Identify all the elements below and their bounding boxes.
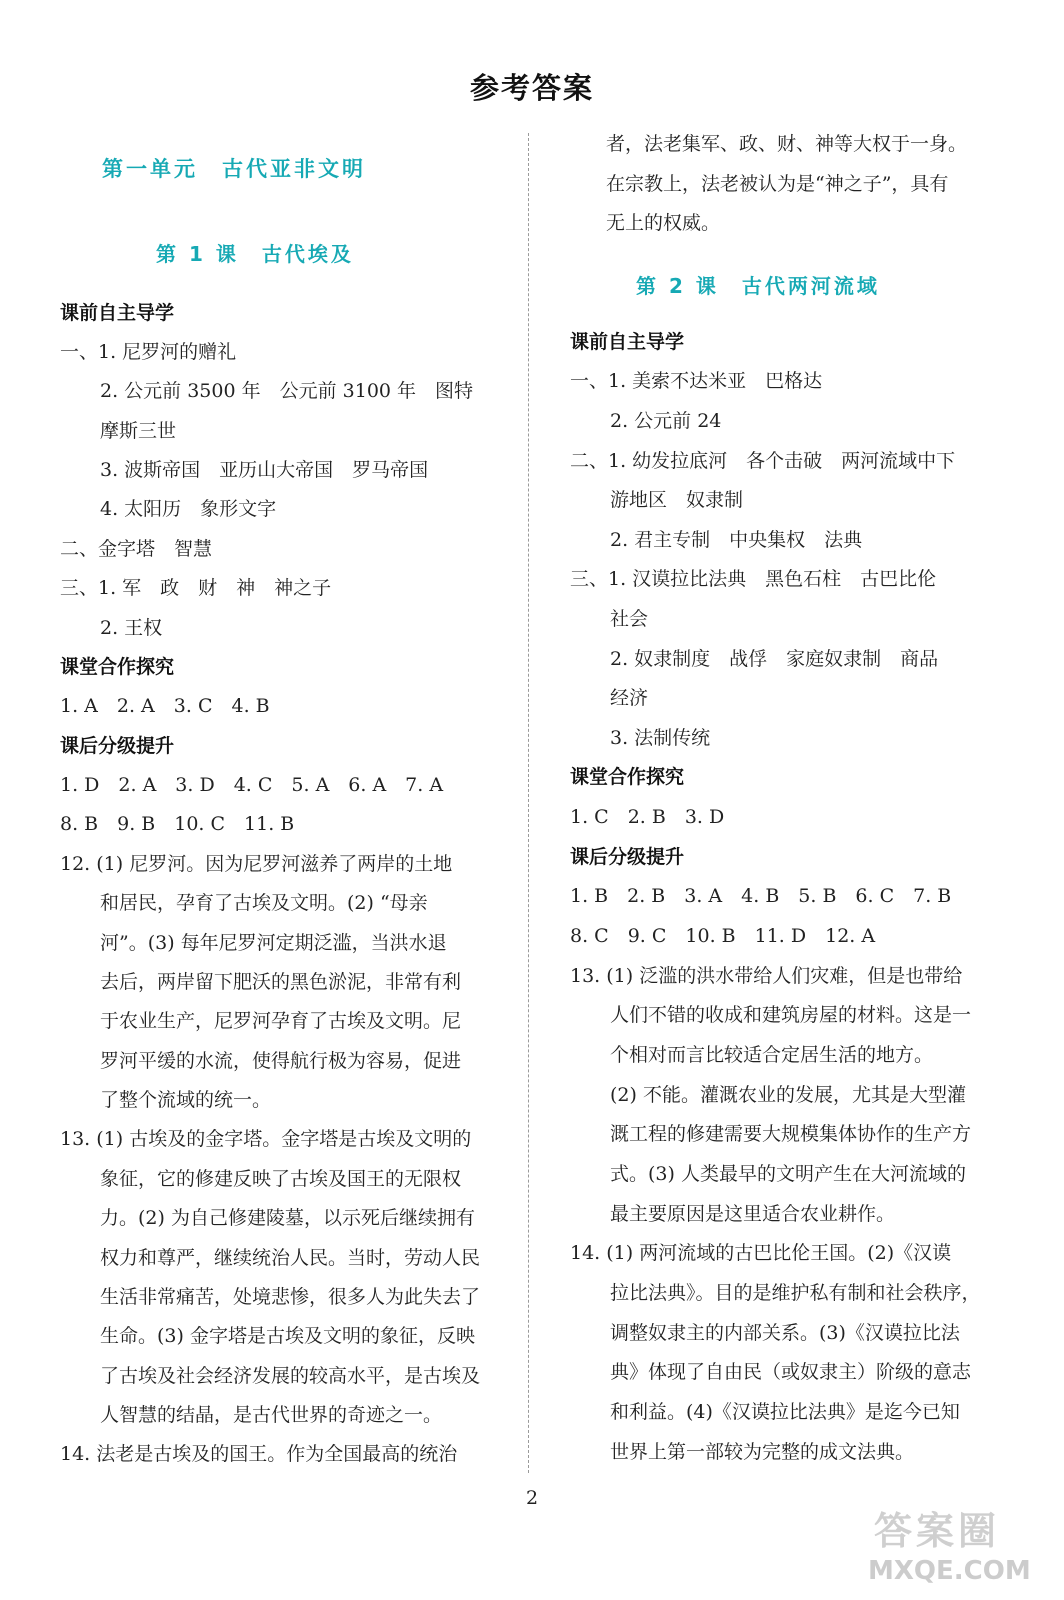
answer-line: 和利益。(4)《汉谟拉比法典》是迄今已知 (610, 1401, 960, 1423)
answer-line: (2) 不能。灌溉农业的发展，尤其是大型灌 (610, 1084, 966, 1106)
answer-line: 人智慧的结晶，是古代世界的奇迹之一。 (100, 1404, 443, 1426)
section-heading-cooperative: 课堂合作探究 (570, 766, 685, 788)
answer-line: 式。(3) 人类最早的文明产生在大河流域的 (610, 1163, 966, 1185)
answer-line: 14. 法老是古埃及的国王。作为全国最高的统治 (60, 1443, 458, 1465)
answer-line: 象征，它的修建反映了古埃及国王的无限权 (100, 1168, 462, 1190)
answer-line: 二、1. 幼发拉底河 各个击破 两河流域中下 (570, 450, 956, 472)
answer-line: 13. (1) 泛滥的洪水带给人们灾难，但是也带给 (570, 965, 963, 987)
answer-line: 生命。(3) 金字塔是古埃及文明的象征，反映 (100, 1325, 475, 1347)
answer-line: 最主要原因是这里适合农业耕作。 (610, 1203, 896, 1225)
answer-line: 力。(2) 为自己修建陵墓，以示死后继续拥有 (100, 1207, 475, 1229)
answer-line: 社会 (610, 608, 649, 630)
answer-line: 去后，两岸留下肥沃的黑色淤泥，非常有利 (100, 971, 462, 993)
answer-line: 1. C 2. B 3. D (570, 806, 725, 828)
watermark-logo: 答案圈 (874, 1509, 1001, 1553)
answer-line: 4. 太阳历 象形文字 (100, 498, 277, 520)
lesson-2-title: 第 2 课 古代两河流域 (636, 274, 880, 298)
answer-line: 游地区 奴隶制 (610, 489, 744, 511)
answer-line: 于农业生产，尼罗河孕育了古埃及文明。尼 (100, 1010, 462, 1032)
answer-line: 1. B 2. B 3. A 4. B 5. B 6. C 7. B (570, 885, 952, 907)
answer-line: 在宗教上，法老被认为是“神之子”，具有 (606, 173, 949, 195)
answer-line: 生活非常痛苦，处境悲惨，很多人为此失去了 (100, 1286, 481, 1308)
answer-line: 和居民，孕育了古埃及文明。(2) “母亲 (100, 892, 428, 914)
section-heading-graded: 课后分级提升 (60, 735, 175, 757)
watermark (868, 1500, 1038, 1588)
answer-line: 2. 君主专制 中央集权 法典 (610, 529, 863, 551)
answer-line: 2. 公元前 24 (610, 410, 722, 432)
answer-line: 了古埃及社会经济发展的较高水平，是古埃及 (100, 1365, 481, 1387)
answer-line: 12. (1) 尼罗河。因为尼罗河滋养了两岸的土地 (60, 853, 453, 875)
answer-line: 摩斯三世 (100, 420, 177, 442)
answer-line: 三、1. 汉谟拉比法典 黑色石柱 古巴比伦 (570, 568, 937, 590)
section-heading-pre-study: 课前自主导学 (570, 331, 685, 353)
answer-line: 了整个流域的统一。 (100, 1089, 272, 1111)
answer-line: 人们不错的收成和建筑房屋的材料。这是一 (610, 1004, 972, 1026)
answer-line: 权力和尊严，继续统治人民。当时，劳动人民 (100, 1247, 481, 1269)
unit-title: 第一单元 古代亚非文明 (102, 157, 366, 181)
answer-line: 3. 波斯帝国 亚历山大帝国 罗马帝国 (100, 459, 429, 481)
answer-line: 经济 (610, 687, 649, 709)
answer-line: 1. D 2. A 3. D 4. C 5. A 6. A 7. A (60, 774, 444, 796)
answer-line: 2. 王权 (100, 617, 163, 639)
answer-line: 一、1. 美索不达米亚 巴格达 (570, 370, 823, 392)
section-heading-cooperative: 课堂合作探究 (60, 656, 175, 678)
answer-line: 2. 公元前 3500 年 公元前 3100 年 图特 (100, 380, 474, 402)
answer-line: 14. (1) 两河流域的古巴比伦王国。(2)《汉谟 (570, 1242, 952, 1264)
page-number: 2 (525, 1487, 539, 1509)
answer-line: 8. B 9. B 10. C 11. B (60, 813, 295, 835)
section-heading-pre-study: 课前自主导学 (60, 302, 175, 324)
answer-line: 个相对而言比较适合定居生活的地方。 (610, 1044, 934, 1066)
column-divider (528, 133, 529, 1473)
answer-line: 拉比法典》。目的是维护私有制和社会秩序， (610, 1282, 981, 1304)
answer-line: 世界上第一部较为完整的成文法典。 (610, 1441, 915, 1463)
answer-line: 一、1. 尼罗河的赠礼 (60, 341, 237, 363)
lesson-1-title: 第 1 课 古代埃及 (156, 242, 354, 266)
answer-line: 3. 法制传统 (610, 727, 711, 749)
answer-line: 河”。(3) 每年尼罗河定期泛滥，当洪水退 (100, 932, 447, 954)
answer-line: 调整奴隶主的内部关系。(3)《汉谟拉比法 (610, 1322, 960, 1344)
answer-line: 1. A 2. A 3. C 4. B (60, 695, 270, 717)
answer-line: 二、金字塔 智慧 (60, 538, 213, 560)
answer-line: 13. (1) 古埃及的金字塔。金字塔是古埃及文明的 (60, 1128, 472, 1150)
answer-line: 溉工程的修建需要大规模集体协作的生产方 (610, 1123, 972, 1145)
answer-line: 8. C 9. C 10. B 11. D 12. A (570, 925, 876, 947)
answer-line: 典》体现了自由民（或奴隶主）阶级的意志 (610, 1361, 972, 1383)
answer-line: 三、1. 军 政 财 神 神之子 (60, 577, 332, 599)
answer-line: 2. 奴隶制度 战俘 家庭奴隶制 商品 (610, 648, 939, 670)
watermark-url: MXQE.COM (868, 1556, 1031, 1586)
answer-line: 者，法老集军、政、财、神等大权于一身。 (606, 133, 968, 155)
answer-line: 无上的权威。 (606, 212, 721, 234)
answer-line: 罗河平缓的水流，使得航行极为容易，促进 (100, 1050, 462, 1072)
page-title: 参考答案 (469, 71, 594, 105)
section-heading-graded: 课后分级提升 (570, 846, 685, 868)
